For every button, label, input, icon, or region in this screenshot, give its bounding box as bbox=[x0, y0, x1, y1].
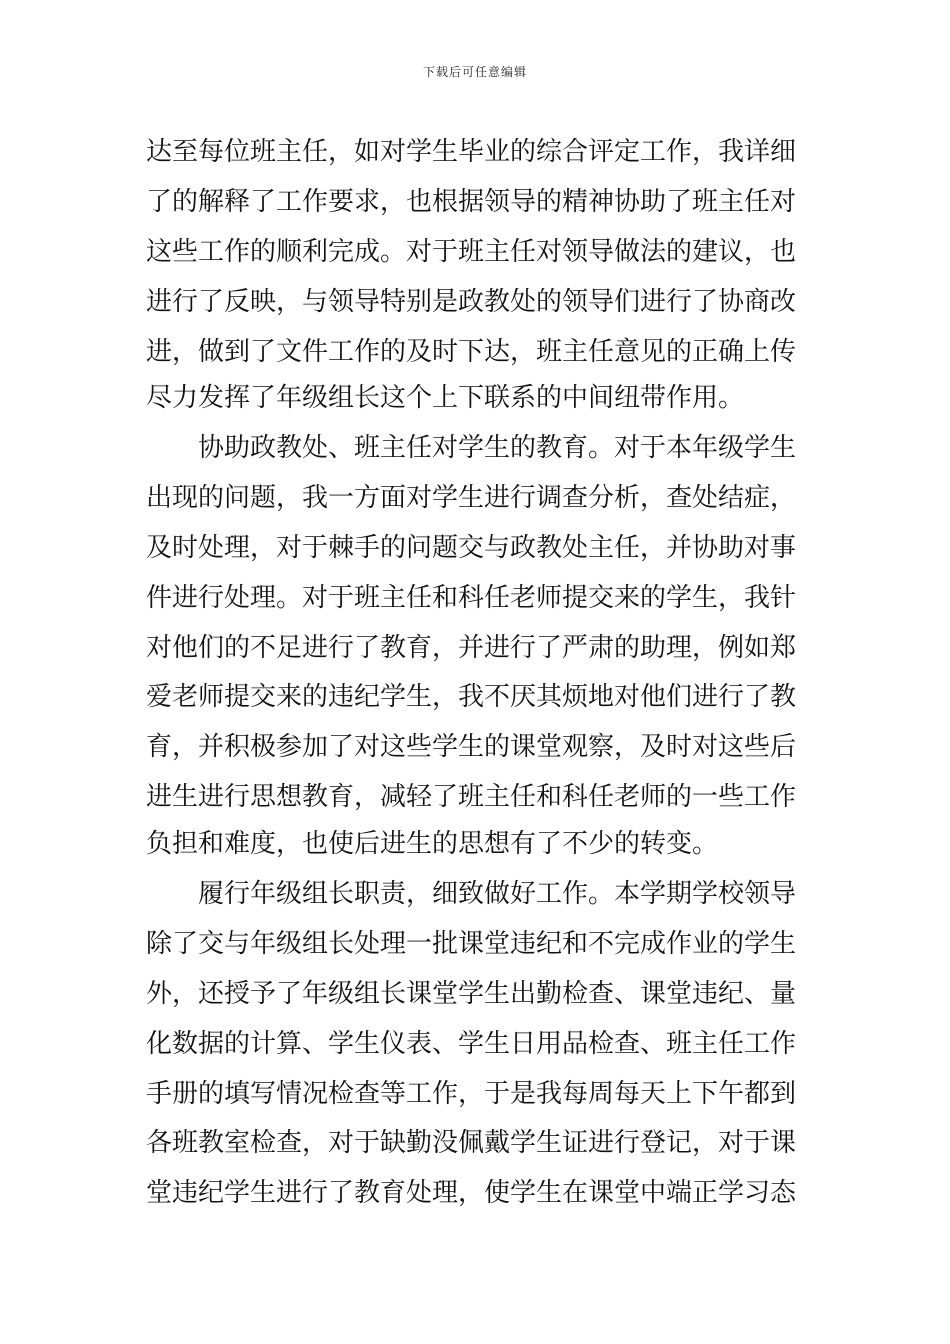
text-line: 堂违纪学生进行了教育处理，使学生在课堂中端正学习态 bbox=[146, 1178, 797, 1208]
text-line: 对他们的不足进行了教育，并进行了严肃的助理，例如郑 bbox=[146, 633, 797, 663]
text-line: 件进行处理。对于班主任和科任老师提交来的学生，我针 bbox=[146, 583, 797, 613]
page-header: 下载后可任意编辑 bbox=[422, 65, 527, 79]
text-line: 除了交与年级组长处理一批课堂违纪和不完成作业的学生 bbox=[146, 929, 797, 959]
text-line: 出现的问题，我一方面对学生进行调查分析，查处结症， bbox=[146, 483, 797, 513]
text-line: 尽力发挥了年级组长这个上下联系的中间纽带作用。 bbox=[146, 383, 745, 413]
text-line: 达至每位班主任，如对学生毕业的综合评定工作，我详细 bbox=[146, 137, 797, 167]
text-line: 各班教室检查，对于缺勤没佩戴学生证进行登记，对于课 bbox=[146, 1128, 797, 1158]
text-line: 化数据的计算、学生仪表、学生日用品检查、班主任工作 bbox=[146, 1029, 797, 1059]
text-line: 手册的填写情况检查等工作，于是我每周每天上下午都到 bbox=[146, 1079, 797, 1109]
text-line: 外，还授予了年级组长课堂学生出勤检查、课堂违纪、量 bbox=[146, 979, 797, 1009]
text-line: 进生进行思想教育，减轻了班主任和科任老师的一些工作 bbox=[146, 782, 797, 812]
text-line-paragraph-start: 履行年级组长职责，细致做好工作。本学期学校领导 bbox=[198, 879, 797, 909]
text-line: 育，并积极参加了对这些学生的课堂观察，及时对这些后 bbox=[146, 732, 797, 762]
text-line-paragraph-start: 协助政教处、班主任对学生的教育。对于本年级学生 bbox=[198, 433, 797, 463]
text-line: 这些工作的顺利完成。对于班主任对领导做法的建议，也 bbox=[146, 237, 797, 267]
text-line: 爱老师提交来的违纪学生，我不厌其烦地对他们进行了教 bbox=[146, 682, 797, 712]
text-line: 进行了反映，与领导特别是政教处的领导们进行了协商改 bbox=[146, 287, 797, 317]
text-line: 进，做到了文件工作的及时下达，班主任意见的正确上传 bbox=[146, 337, 797, 367]
text-line: 负担和难度，也使后进生的思想有了不少的转变。 bbox=[146, 829, 719, 859]
text-line: 了的解释了工作要求，也根据领导的精神协助了班主任对 bbox=[146, 187, 797, 217]
text-line: 及时处理，对于棘手的问题交与政教处主任，并协助对事 bbox=[146, 533, 797, 563]
